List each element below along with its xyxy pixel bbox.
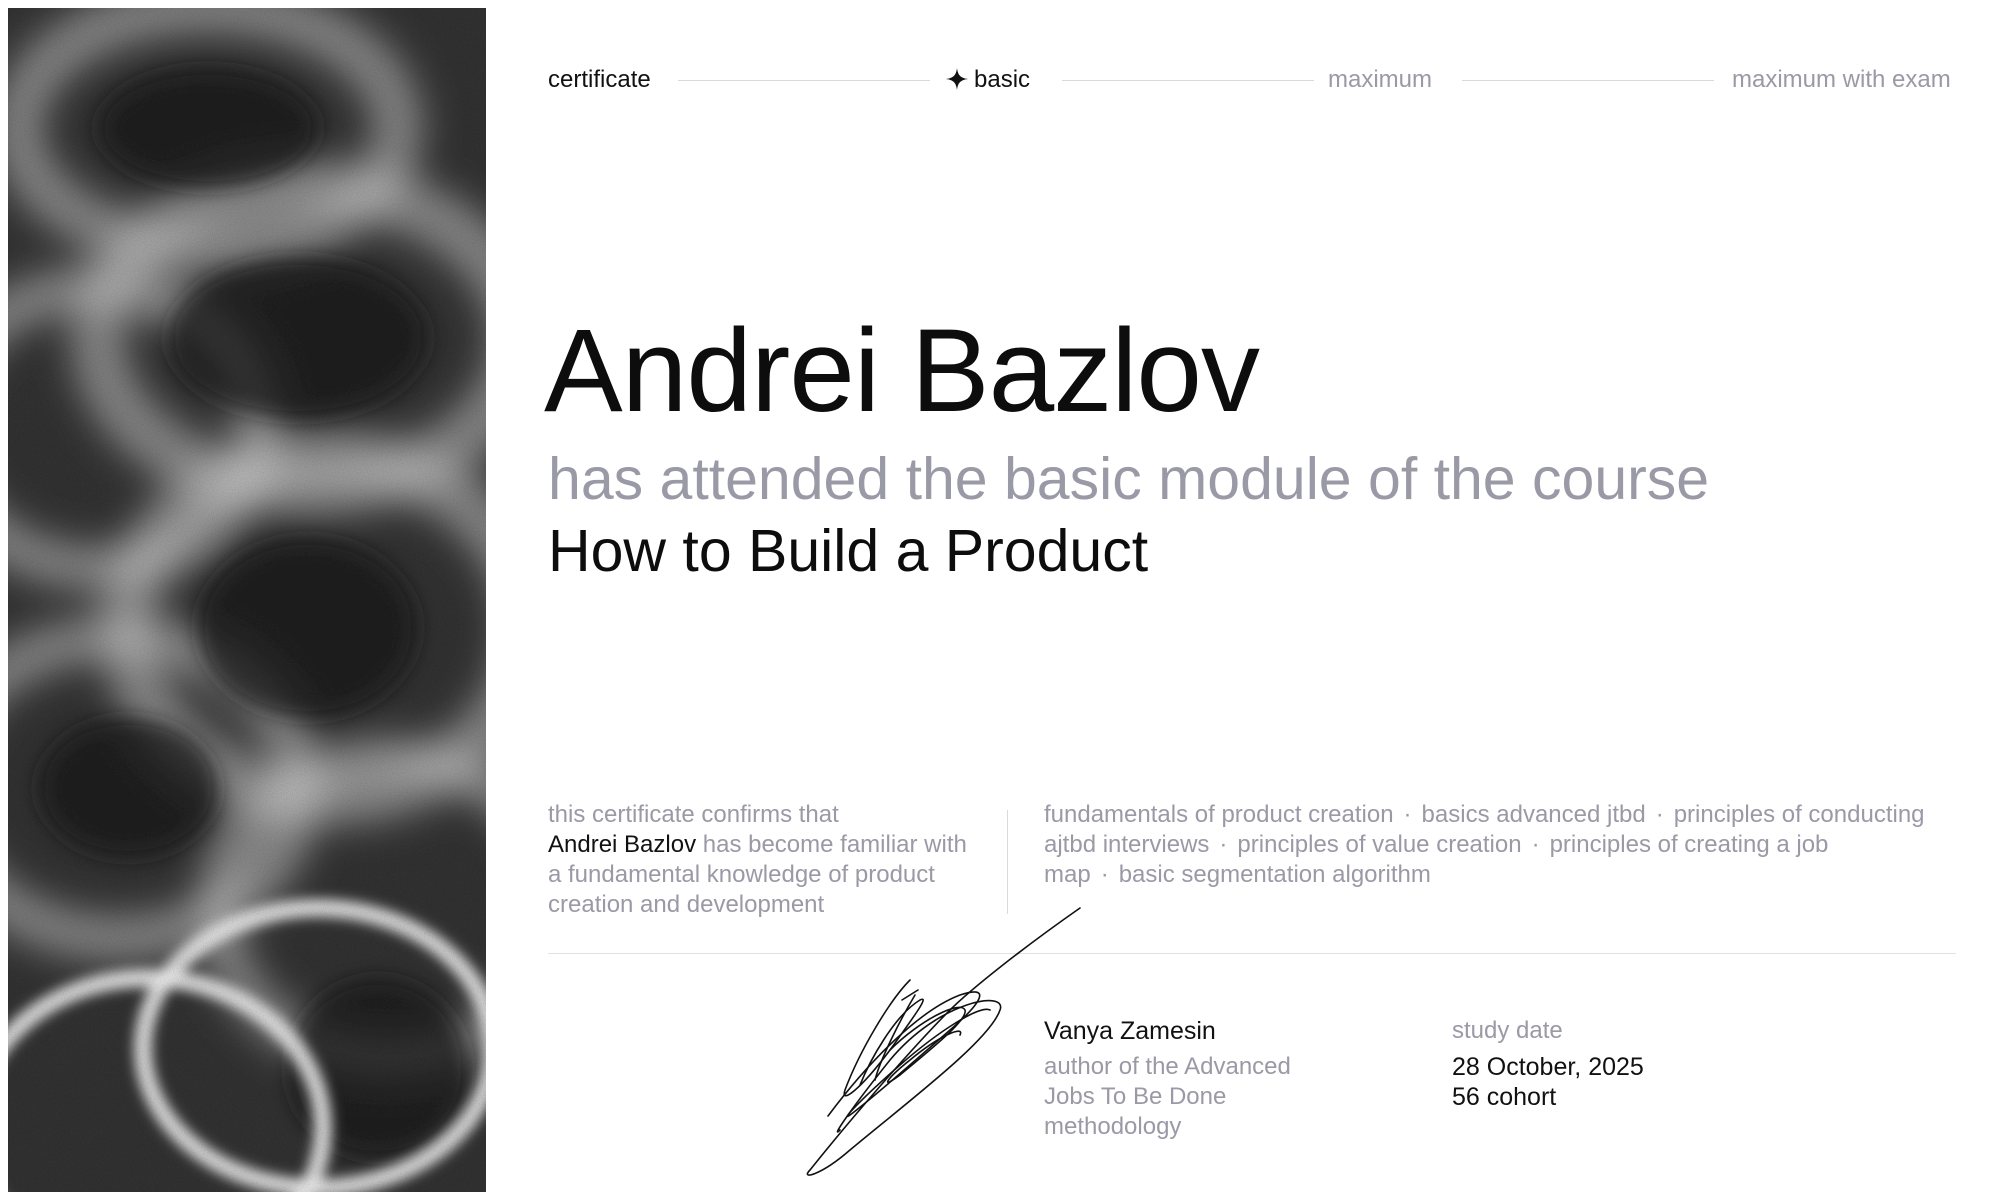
signer-block — [1044, 1014, 1384, 1142]
tier-basic — [946, 62, 1030, 98]
study-date-label: study date — [1452, 1017, 1563, 1044]
topic-item: principles of value creation — [1237, 831, 1522, 858]
vertical-divider — [1007, 810, 1008, 914]
topic-item: principles of creating a job map — [1044, 831, 1829, 888]
signer-name: Vanya Zamesin — [1044, 1017, 1216, 1045]
confirmation-rest: has become familiar with a fundamental knowledge of product creation and development — [548, 831, 967, 918]
study-block — [1452, 1014, 1852, 1112]
confirmation-lead: this certificate confirms that — [548, 801, 839, 828]
attendance-statement: has attended the basic module of the course — [548, 446, 1710, 512]
tier-connector — [1462, 80, 1714, 81]
tier-maximum-with-exam: maximum with exam — [1732, 66, 1951, 93]
tier-connector — [678, 80, 930, 81]
four-point-star-icon — [946, 68, 968, 90]
course-title: How to Build a Product — [548, 518, 1149, 584]
tier-progress — [548, 62, 1972, 102]
recipient-name: Andrei Bazlov — [544, 305, 1260, 437]
topics-list: fundamentals of product creation · basics advanced jtbd · principles of conducting ajtbd interviews · principles of value creation · principles of creating a job map · basic segmentation algorithm — [1044, 801, 1925, 888]
topic-item: principles of conducting ajtbd interviews — [1044, 801, 1925, 858]
tier-maximum: maximum — [1328, 66, 1433, 93]
topic-item: basic segmentation algorithm — [1118, 861, 1431, 888]
tier-certificate: certificate — [548, 66, 651, 93]
decorative-artwork — [8, 8, 486, 1192]
horizontal-divider — [548, 953, 1956, 954]
topic-item: basics advanced jtbd — [1421, 801, 1646, 828]
topic-item: fundamentals of product creation — [1044, 801, 1394, 828]
confirmation-name: Andrei Bazlov — [548, 831, 697, 858]
study-cohort: 56 cohort — [1452, 1083, 1557, 1111]
study-date: 28 October, 2025 — [1452, 1053, 1644, 1081]
tier-connector — [1062, 80, 1314, 81]
signer-role: author of the Advanced Jobs To Be Done methodology — [1044, 1053, 1291, 1140]
tier-basic-label: basic — [974, 66, 1031, 93]
